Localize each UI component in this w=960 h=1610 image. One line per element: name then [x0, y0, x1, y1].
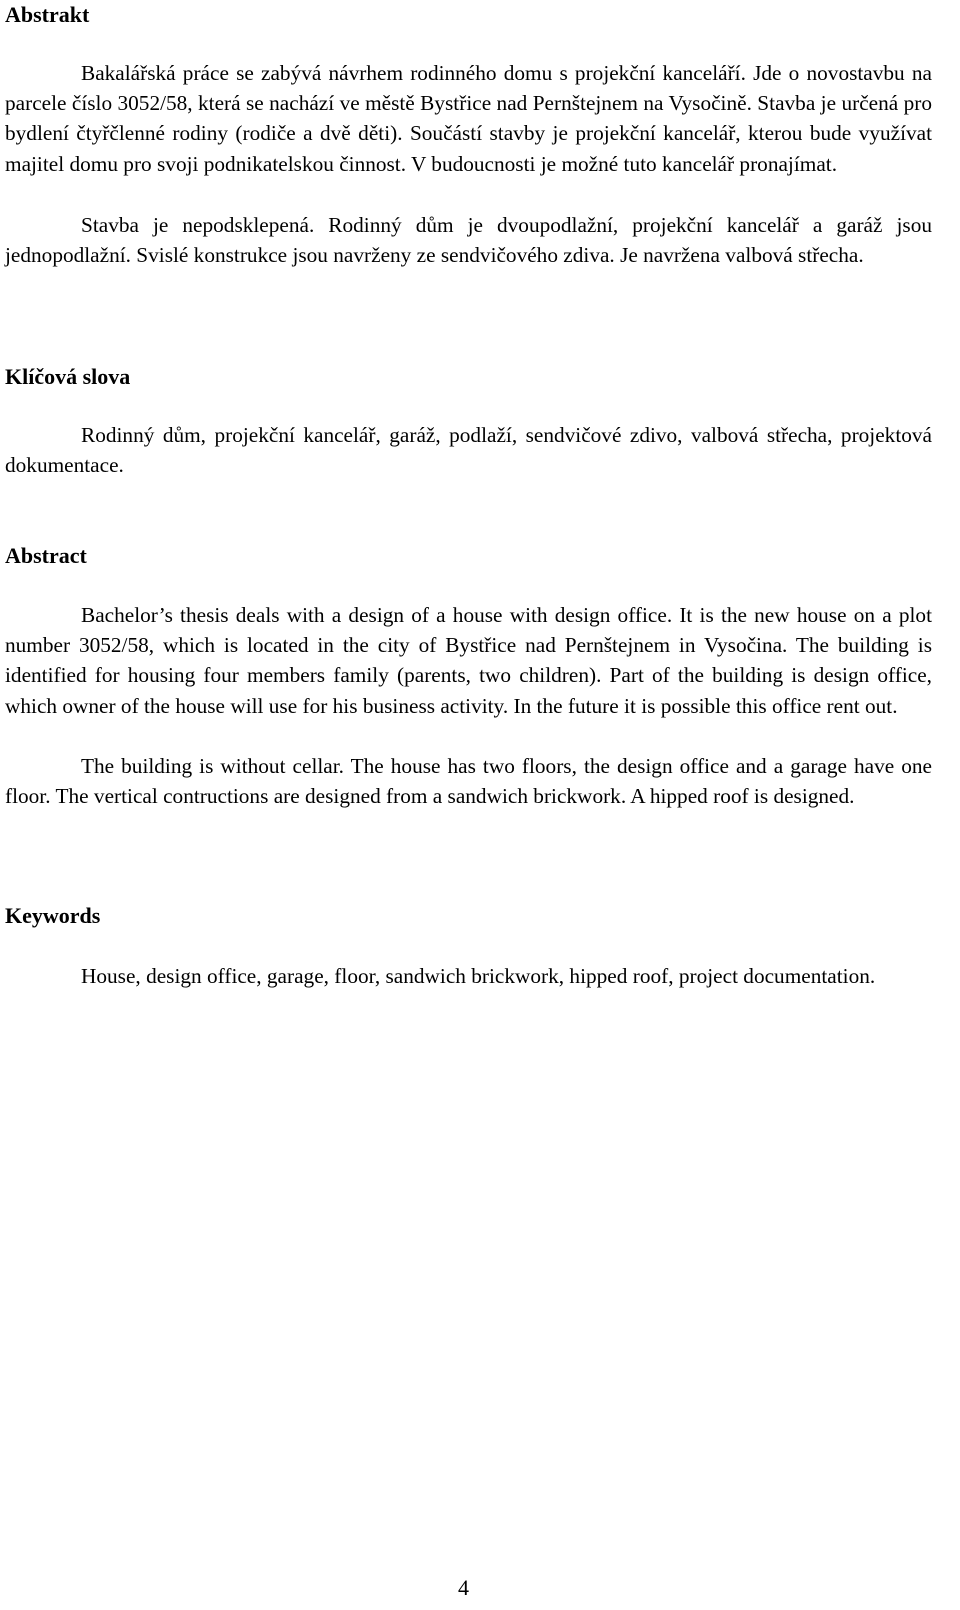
abstract-paragraph-1: Bachelor’s thesis deals with a design of a house with design office. It is the new house on a plot number 3052/58, which is located in the city of Bystřice nad Pernštejnem in Vysočina. The building is identified for housing four members family (parents, two children). Part of the building is design office, which owner of the house will use for his business activity. In the future it is possible this office rent out. [5, 603, 932, 718]
klicova-slova-text: Rodinný dům, projekční kancelář, garáž, podlaží, sendvičové zdivo, valbová střecha, projektová dokumentace. [5, 423, 932, 478]
abstract-paragraph-2: The building is without cellar. The house has two floors, the design office and a garage have one floor. The vertical contructions are designed from a sandwich brickwork. A hipped roof is designed. [5, 754, 932, 809]
abstract-heading: Abstract [5, 543, 87, 568]
klicova-slova-heading: Klíčová slova [5, 364, 131, 389]
page-number: 4 [458, 1575, 469, 1600]
keywords-heading: Keywords [5, 903, 101, 928]
keywords-text: House, design office, garage, floor, sandwich brickwork, hipped roof, project documentation. [81, 964, 876, 988]
abstrakt-heading: Abstrakt [5, 2, 90, 27]
abstrakt-paragraph-2: Stavba je nepodsklepená. Rodinný dům je dvoupodlažní, projekční kancelář a garáž jsou jednopodlažní. Svislé konstrukce jsou navrženy ze sendvičového zdiva. Je navržena valbová střecha. [5, 213, 932, 268]
abstrakt-paragraph-1: Bakalářská práce se zabývá návrhem rodinného domu s projekční kanceláří. Jde o novostavbu na parcele číslo 3052/58, která se nachází ve městě Bystřice nad Pernštejnem na Vysočině. Stavba je určená pro bydlení čtyřčlenné rodiny (rodiče a dvě děti). Součástí stavby je projekční kancelář, kterou bude využívat majitel domu pro svoji podnikatelskou činnost. V budoucnosti je možné tuto kancelář pronajímat. [5, 61, 932, 176]
